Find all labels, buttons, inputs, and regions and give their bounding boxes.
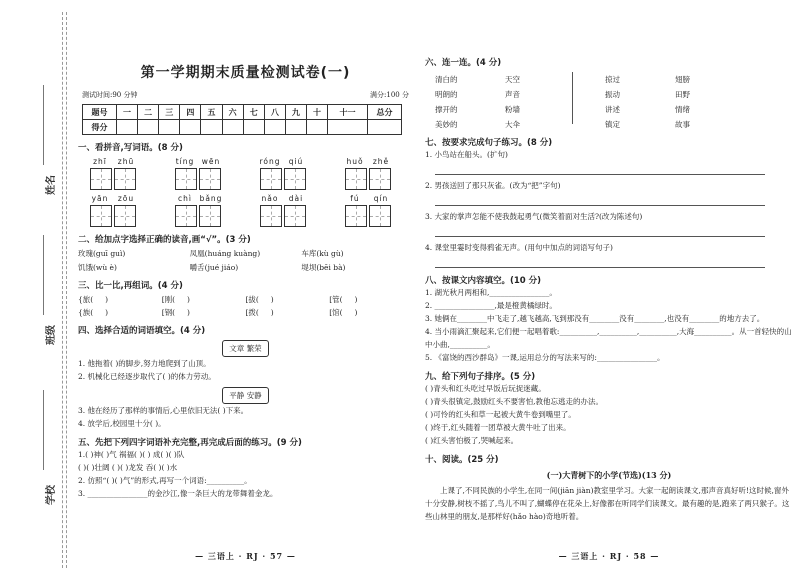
pinyin-item <box>78 194 148 227</box>
pinyin-item <box>333 194 403 227</box>
writing-grid[interactable] <box>369 205 391 227</box>
pronunciation-item[interactable]: 玫瑰(guī guì) <box>78 249 126 258</box>
score-cell[interactable] <box>243 120 264 135</box>
pronunciation-item[interactable]: 凤凰(huáng kuàng) <box>189 249 261 258</box>
score-cell[interactable] <box>138 120 159 135</box>
pinyin-item <box>78 157 148 190</box>
section-10-title: 十、阅读。(25 分) <box>425 455 499 465</box>
writing-grid[interactable] <box>114 205 136 227</box>
section-3-title: 三、比一比,再组词。(4 分) <box>78 281 183 291</box>
sentence-task: 4. 课堂里霎时变得鸦雀无声。(用句中加点的词语写句子) <box>425 243 613 252</box>
section-8-title: 八、按课文内容填空。(10 分) <box>425 276 542 286</box>
score-col: 八 <box>264 105 285 120</box>
idiom-row[interactable]: ( )( )壮阔 ( )( )龙发 吞( )( )水 <box>78 463 178 472</box>
score-col: 三 <box>159 105 180 120</box>
exam-full-score: 满分:100 分 <box>370 91 409 99</box>
pinyin: yān <box>91 194 109 203</box>
score-col: 二 <box>138 105 159 120</box>
order-item[interactable]: ( )终于,红头随着一团草被大黄牛吐了出来。 <box>425 423 571 432</box>
pronunciation-item[interactable]: 堤坝(bēi bà) <box>301 263 346 272</box>
pinyin: nǎo <box>261 194 279 203</box>
pinyin: róng <box>259 157 281 166</box>
writing-grid[interactable] <box>175 205 197 227</box>
pinyin: chì <box>178 194 192 203</box>
exam-time: 测试时间:90 分钟 <box>82 91 138 99</box>
score-table <box>82 104 402 135</box>
compare-item[interactable]: [钢( ) <box>161 308 190 317</box>
writing-grid[interactable] <box>345 205 367 227</box>
pinyin: qiú <box>288 157 304 166</box>
pinyin-item <box>333 157 403 190</box>
pronunciation-item[interactable]: 嚼舌(jué jiáo) <box>189 263 239 272</box>
pinyin-item <box>248 194 318 227</box>
recall-item[interactable]: 3. 她俩在________中飞走了,越飞越高,飞到那没有________没有________,也没有________的地方去了。 <box>425 314 765 323</box>
pinyin: bǎng <box>199 194 223 203</box>
writing-grid[interactable] <box>260 205 282 227</box>
passage-text: 上课了,不同民族的小学生,在同一间(jiān jiàn)教室里学习。大家一起朗读课文,那声音真好听!这时候,窗外十分安静,树枝不摇了,鸟儿不叫了,蝴蝶停在花朵上,好像都在听同学们读课文。最有趣的是,跑来了两只猴子。这些山林里的朋友,是那样好(hǎo hào)奇地听着。 <box>425 486 790 521</box>
idiom-question[interactable]: 2. 仿照“( )( )气”的形式,再写一个词语:__________。 <box>78 476 252 485</box>
pinyin-row <box>78 194 403 227</box>
page-footer-left: — 三语上 · RJ · 57 — <box>195 551 296 561</box>
pinyin: zōu <box>117 194 135 203</box>
writing-grid[interactable] <box>284 205 306 227</box>
binding-strip <box>0 0 70 580</box>
match-word[interactable]: 掠过 <box>605 75 620 84</box>
score-cell[interactable] <box>368 120 402 135</box>
score-col: 九 <box>285 105 306 120</box>
fill-sentence[interactable]: 3. 他在经历了那样的事情后,心里依旧无法( )下来。 <box>78 406 249 415</box>
name-label: 姓名 <box>46 175 57 195</box>
recall-item[interactable]: 1. 湖光秋月两相和,________________。 <box>425 288 557 297</box>
pronunciation-item[interactable]: 车库(kù gù) <box>301 249 344 258</box>
order-item[interactable]: ( )可怜的红头和草一起被大黄牛卷到嘴里了。 <box>425 410 576 419</box>
binding-dash-line <box>66 12 67 568</box>
score-row-label: 得分 <box>83 120 117 135</box>
score-cell[interactable] <box>222 120 243 135</box>
pinyin: qín <box>373 194 389 203</box>
passage-title: (一)大青树下的小学(节选)(13 分) <box>546 470 672 480</box>
pinyin-row <box>78 157 403 190</box>
score-cell[interactable] <box>159 120 180 135</box>
sentence-task: 1. 小鸟站在船头。(扩句) <box>425 150 508 159</box>
match-target[interactable]: 情绪 <box>675 105 690 114</box>
section-7-title: 七、按要求完成句子练习。(8 分) <box>425 138 553 148</box>
order-item[interactable]: ( )青头很镇定,鼓励红头不要害怕,教他忘逃走的办法。 <box>425 397 604 406</box>
pronunciation-item[interactable]: 饥饿(wù è) <box>78 263 117 272</box>
writing-grid[interactable] <box>345 168 367 190</box>
match-target[interactable]: 田野 <box>675 90 690 99</box>
order-item[interactable]: ( )青头和红头吃过早饭后玩捉迷藏。 <box>425 384 546 393</box>
score-cell[interactable] <box>117 120 138 135</box>
score-cell[interactable] <box>201 120 222 135</box>
compare-item[interactable]: {族( ) <box>78 308 109 317</box>
answer-line[interactable] <box>435 163 765 175</box>
answer-line[interactable] <box>435 256 765 268</box>
section-2-title: 二、给加点字选择正确的读音,画“√”。(3 分) <box>78 235 251 245</box>
pinyin: tíng <box>175 157 195 166</box>
exam-title: 第一学期期末质量检测试卷(一) <box>140 65 351 81</box>
idiom-question[interactable]: 3. ________________的金沙江,像一条巨大的龙带舞着金龙。 <box>78 489 278 498</box>
match-word[interactable]: 美妙的 <box>435 120 458 129</box>
match-target[interactable]: 大伞 <box>505 120 520 129</box>
score-total-header: 总分 <box>368 105 402 120</box>
writing-grid[interactable] <box>90 205 112 227</box>
match-target[interactable]: 翅膀 <box>675 75 690 84</box>
match-word[interactable]: 讲述 <box>605 105 620 114</box>
score-col: 四 <box>180 105 201 120</box>
compare-item[interactable]: [拨( ) <box>245 308 274 317</box>
binding-dash-line <box>62 12 63 568</box>
pronunciation-grid <box>78 248 413 273</box>
pinyin: zhū <box>117 157 135 166</box>
score-col: 十 <box>306 105 327 120</box>
writing-grid[interactable] <box>199 168 221 190</box>
word-choice-box: 文章 繁荣 <box>222 340 268 357</box>
pinyin: fú <box>350 194 360 203</box>
class-underline[interactable] <box>43 235 44 315</box>
score-cell[interactable] <box>180 120 201 135</box>
pinyin: dài <box>288 194 304 203</box>
fill-sentence[interactable]: 1. 他拖着( )的脚步,努力地爬到了山顶。 <box>78 359 211 368</box>
compare-item[interactable]: [馆( ) <box>329 308 358 317</box>
pinyin-item <box>248 157 318 190</box>
pinyin: zhě <box>372 157 390 166</box>
pinyin-item <box>163 194 233 227</box>
score-col: 五 <box>201 105 222 120</box>
score-cell[interactable] <box>285 120 306 135</box>
answer-line[interactable] <box>435 194 765 206</box>
order-item[interactable]: ( )红头害怕极了,哭喊起来。 <box>425 436 519 445</box>
fill-sentence[interactable]: 2. 机械化已经逐步取代了( )的体力劳动。 <box>78 372 216 381</box>
right-page <box>425 0 793 580</box>
sentence-task: 2. 男孩送回了那只灰雀。(改为“把”字句) <box>425 181 561 190</box>
school-underline[interactable] <box>43 390 44 470</box>
sentence-task: 3. 大家的掌声怎能不使我鼓起勇气(微笑着面对生活?(改为陈述句) <box>425 212 643 221</box>
class-label: 班级 <box>46 325 57 345</box>
match-target[interactable]: 声音 <box>505 90 520 99</box>
compare-item[interactable]: [管( ) <box>329 295 358 304</box>
school-label: 学校 <box>46 485 57 505</box>
compare-item[interactable]: [刚( ) <box>161 295 190 304</box>
score-col: 六 <box>222 105 243 120</box>
writing-grid[interactable] <box>284 168 306 190</box>
writing-grid[interactable] <box>90 168 112 190</box>
match-table <box>435 74 793 130</box>
compare-item[interactable]: {旅( ) <box>78 295 109 304</box>
writing-grid[interactable] <box>260 168 282 190</box>
compare-item[interactable]: [拔( ) <box>245 295 274 304</box>
match-word[interactable]: 明朗的 <box>435 90 458 99</box>
section-9-title: 九、给下列句子排序。(5 分) <box>425 372 536 382</box>
name-underline[interactable] <box>43 85 44 165</box>
match-word[interactable]: 清白的 <box>435 75 458 84</box>
match-divider <box>572 72 573 124</box>
pinyin: zhī <box>93 157 107 166</box>
writing-grid[interactable] <box>199 205 221 227</box>
score-cell[interactable] <box>264 120 285 135</box>
recall-item[interactable]: 5. 《富饶的西沙群岛》一课,运用总分的写法来写的:________________。 <box>425 353 665 362</box>
section-4-title: 四、选择合适的词语填空。(4 分) <box>78 326 206 336</box>
writing-grid[interactable] <box>369 168 391 190</box>
page-footer-right: — 三语上 · RJ · 58 — <box>558 551 660 561</box>
score-cell[interactable] <box>306 120 327 135</box>
match-target[interactable]: 天空 <box>505 75 520 84</box>
match-word[interactable]: 撑开的 <box>435 105 458 114</box>
recall-item[interactable]: 2. ________________,最是橙黄橘绿时。 <box>425 301 557 310</box>
score-cell[interactable] <box>328 120 368 135</box>
pinyin-item <box>163 157 233 190</box>
section-5-title: 五、先把下列四字词语补充完整,再完成后面的练习。(9 分) <box>78 438 302 448</box>
pinyin: huǒ <box>346 157 364 166</box>
answer-line[interactable] <box>435 225 765 237</box>
match-target[interactable]: 粉墙 <box>505 105 520 114</box>
score-col: 十一 <box>328 105 368 120</box>
score-col: 一 <box>117 105 138 120</box>
score-col: 七 <box>243 105 264 120</box>
writing-grid[interactable] <box>175 168 197 190</box>
left-page <box>78 0 413 580</box>
match-target[interactable]: 故事 <box>675 120 690 129</box>
score-header: 题号 <box>83 105 117 120</box>
section-6-title: 六、连一连。(4 分) <box>425 58 502 68</box>
writing-grid[interactable] <box>114 168 136 190</box>
compare-grid <box>78 294 413 318</box>
fill-sentence[interactable]: 4. 放学后,校园里十分( )。 <box>78 419 166 428</box>
idiom-row[interactable]: 1.( )神( )气 祸福( )( ) 成( )( )队 <box>78 450 185 459</box>
recall-item[interactable]: 4. 当小雨滴汇聚起来,它们便一起唱着歌:__________,__________,__________,大海__________。从一首轻快的山中小曲,__________。 <box>425 327 792 349</box>
match-word[interactable]: 镇定 <box>605 120 620 129</box>
section-1-title: 一、看拼音,写词语。(8 分) <box>78 143 183 153</box>
match-word[interactable]: 振动 <box>605 90 620 99</box>
word-choice-box: 平静 安静 <box>222 387 268 404</box>
pinyin: wēn <box>201 157 221 166</box>
